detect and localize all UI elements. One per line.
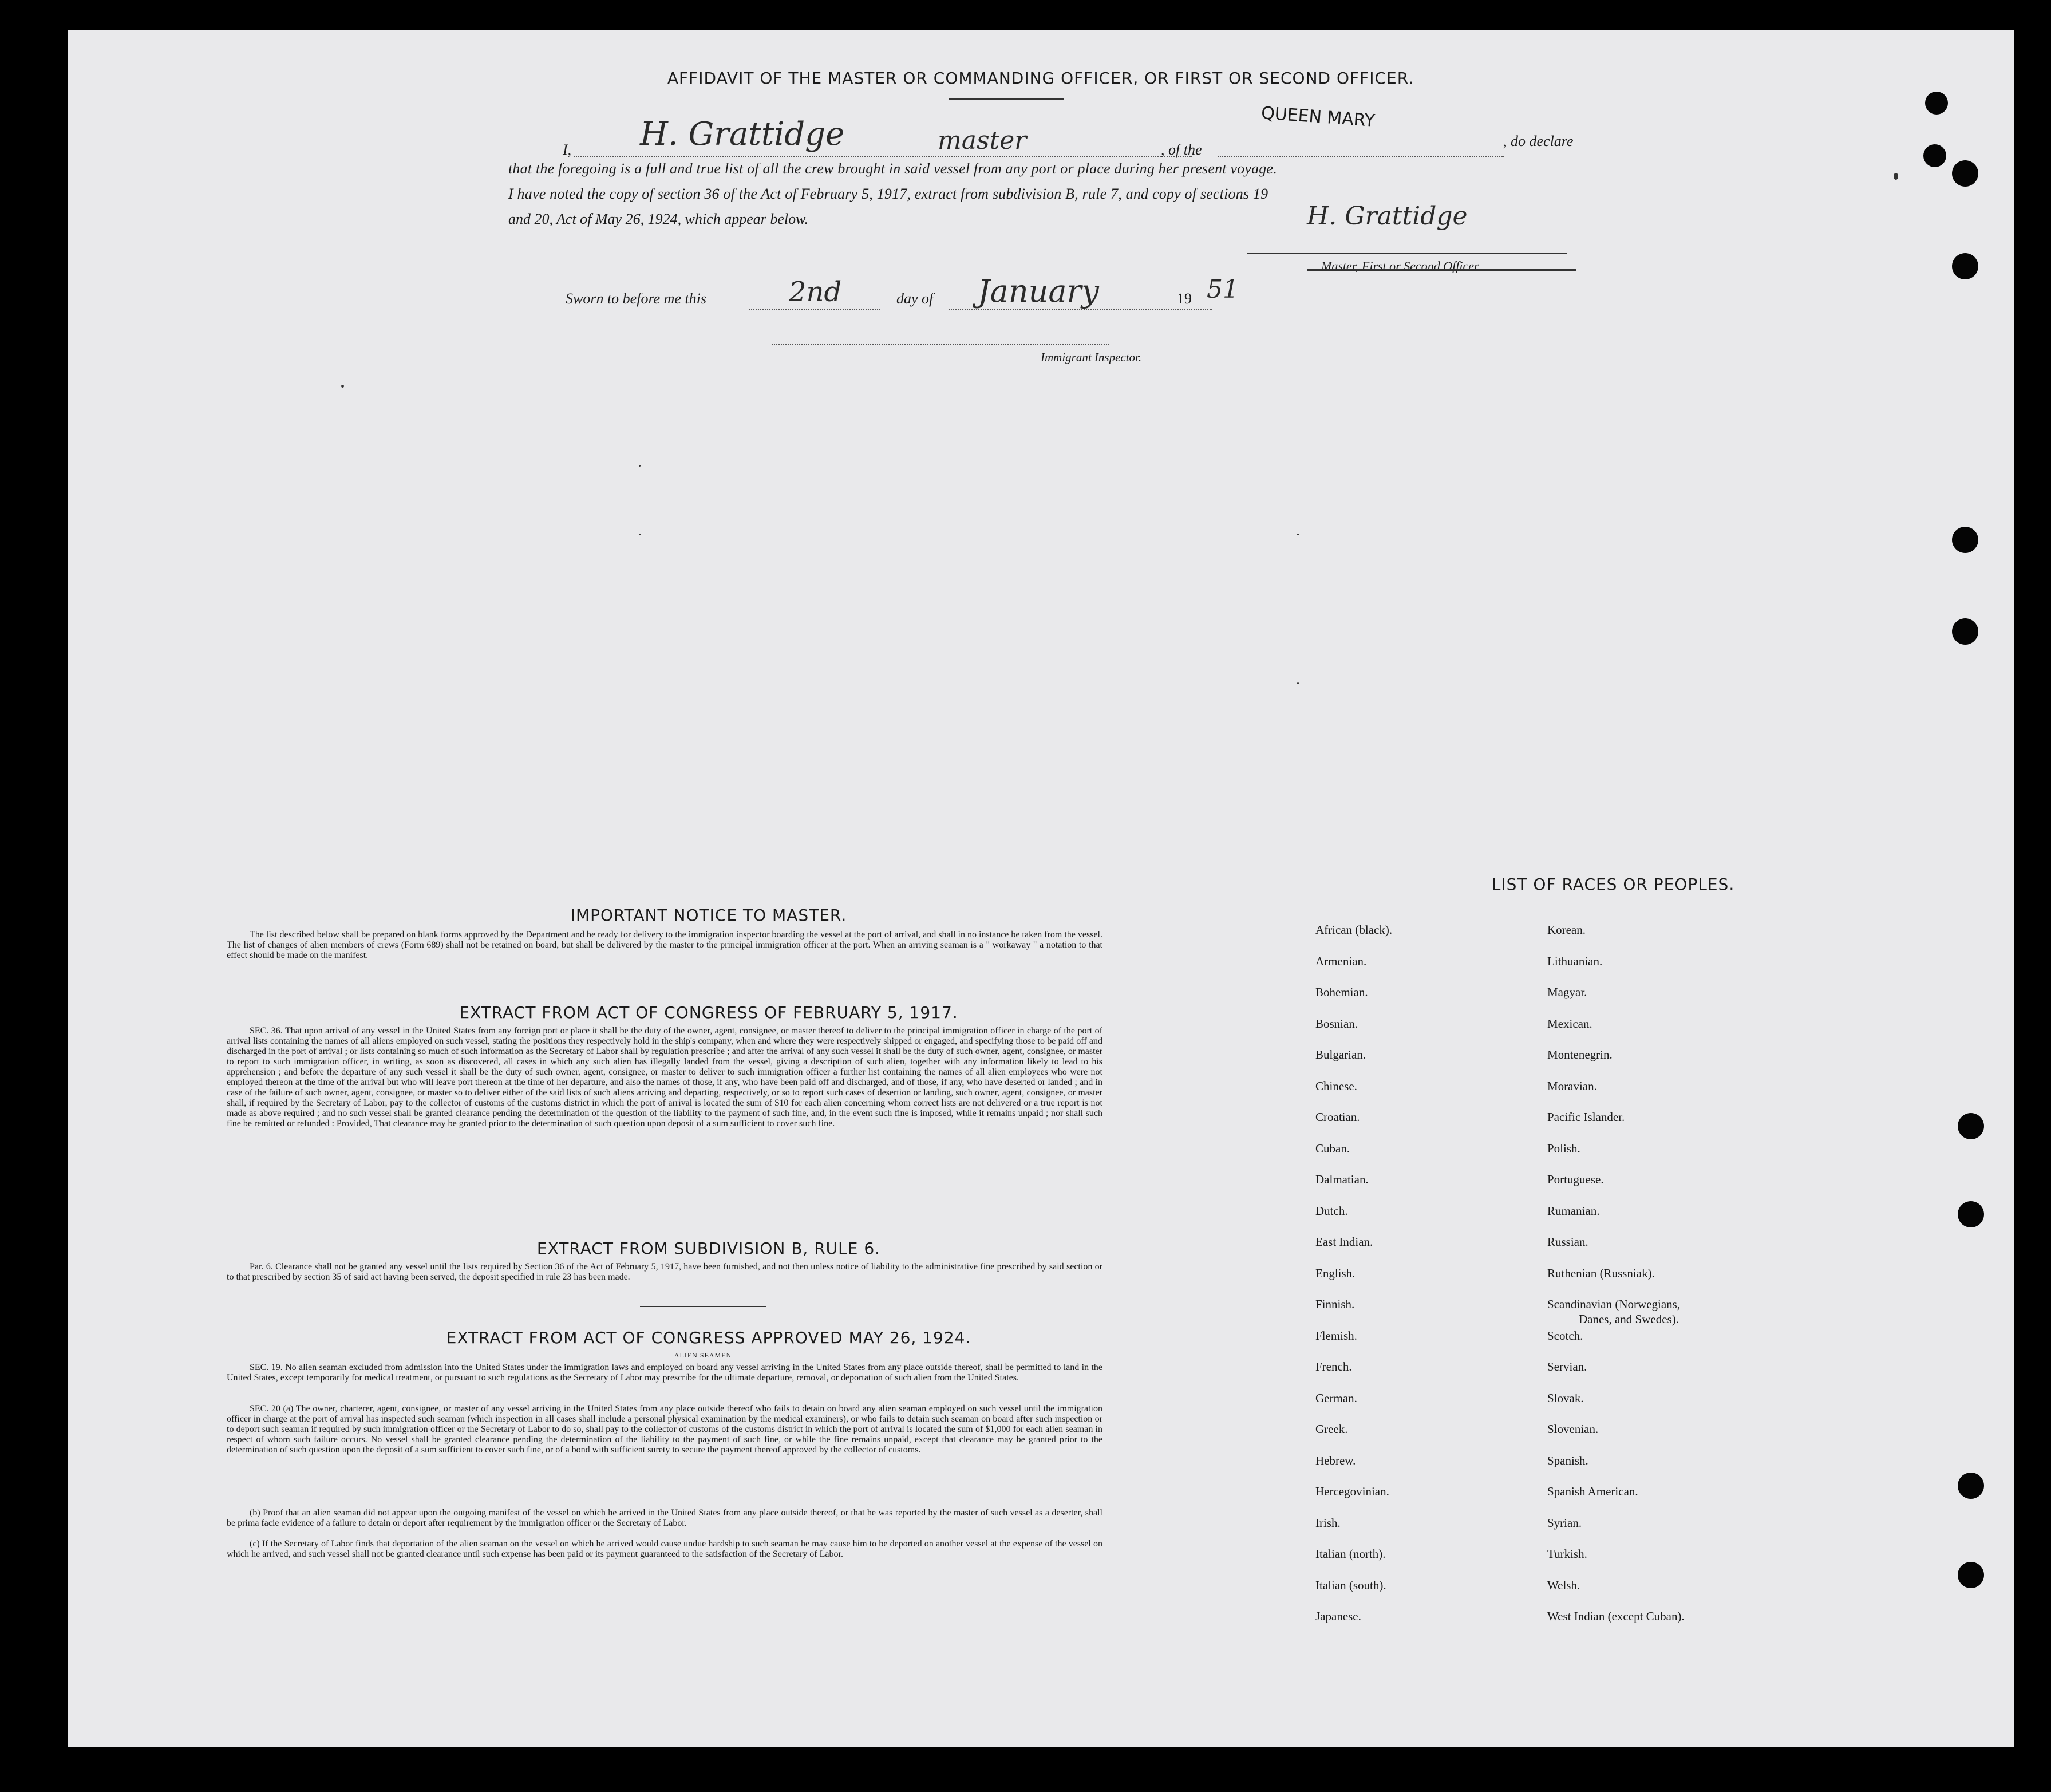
signature-caption: Master, First or Second Officer. bbox=[1321, 259, 1481, 273]
fold-mark bbox=[639, 534, 641, 535]
month-line bbox=[949, 309, 1212, 310]
vessel-name: QUEEN MARY bbox=[1260, 103, 1376, 131]
document-sheet bbox=[68, 30, 2014, 1747]
race-right: Mexican. bbox=[1547, 1017, 1592, 1031]
race-right: Portuguese. bbox=[1547, 1173, 1604, 1186]
fold-mark bbox=[639, 465, 641, 467]
master-role: master bbox=[938, 126, 1027, 155]
day-of-label: day of bbox=[896, 290, 934, 307]
sec20c-body: (c) If the Secretary of Labor finds that deportation of the alien seaman on the vessel on which he arrived would cause undue hardship to such seaman he may cause him to be deported on another vessel at the expense of the vessel on which he arrived, and such vessel shall not be granted clearance until such expense has been paid or its payment guaranteed to the satisfaction of the Secretary of Labor. bbox=[227, 1539, 1102, 1559]
day-line bbox=[749, 309, 880, 310]
race-right: Lithuanian. bbox=[1547, 954, 1603, 968]
race-left: English. bbox=[1315, 1266, 1356, 1280]
inspector-line bbox=[772, 344, 1109, 345]
race-right: Ruthenian (Russniak). bbox=[1547, 1266, 1655, 1280]
punch-hole bbox=[1923, 144, 1946, 167]
race-right: Slovak. bbox=[1547, 1391, 1584, 1405]
race-left: Cuban. bbox=[1315, 1142, 1350, 1155]
race-right: Servian. bbox=[1547, 1360, 1587, 1373]
race-right: Magyar. bbox=[1547, 985, 1587, 999]
race-left: African (black). bbox=[1315, 923, 1393, 937]
race-right: Rumanian. bbox=[1547, 1204, 1600, 1218]
race-right: West Indian (except Cuban). bbox=[1547, 1609, 1685, 1623]
race-left: Bohemian. bbox=[1315, 985, 1368, 999]
extract-1917-title: EXTRACT FROM ACT OF CONGRESS OF FEBRUARY 5, 1917. bbox=[459, 1003, 958, 1022]
punch-hole bbox=[1952, 527, 1978, 553]
do-declare-label: , do declare bbox=[1503, 133, 1574, 149]
notice-body: The list described below shall be prepared on blank forms approved by the Department and be ready for delivery to the immigration inspector boarding the vessel at the port of arrival, and shall in no instance be taken from the vessel. The list of changes of alien members of crews (Form 689) shall not be retained on board, but shall be delivered by the master to the principal immigration officer at the port. When an arriving seaman is a " workaway " a notation to that effect should be made on the manifest. bbox=[227, 930, 1102, 960]
fold-mark bbox=[1297, 534, 1299, 535]
race-left: French. bbox=[1315, 1360, 1352, 1373]
race-left: Flemish. bbox=[1315, 1329, 1357, 1343]
race-right: Scandinavian (Norwegians, bbox=[1547, 1297, 1681, 1311]
extract-1917-body: SEC. 36. That upon arrival of any vessel in the United States from any foreign port or place it shall be the duty of the owner, agent, consignee, or master thereof to deliver to the principal immigration officer in charge of the port of arrival lists containing the names of all aliens employed on such vessel, stating the positions they respectively hold in the ship's company, when and where they were respectively shipped or engaged, and specifying those to be paid off and discharged in the port of arrival ; or lists containing so much of such information as the Secretary of Labor shall by regulation prescribe ; and after the arrival of any such vessel it shall be the duty of such owner, agent, consignee, or master to report to such immigration officer, in writing, as soon as discovered, all cases in which any such alien has illegally landed from the vessel, giving a description of such alien, together with any information likely to lead to his apprehension ; and before the departure of any such vessel it shall be the duty of such owner, agent, consignee, or master to deliver to such immigration officer a further list containing the names of all alien employees who were not employed thereon at the time of the arrival but who will leave port thereon at the time of her departure, and also the names of those, if any, who have been paid off and discharged, and of those, if any, who have deserted or landed ; and in case of the failure of such owner, agent, consignee, or master so to deliver either of the said lists of such aliens arriving and departing, respectively, or so to report such cases of desertion or landing, such owner, agent, consignee, or master shall, if required by the Secretary of Labor, pay to the collector of customs of the customs district in which the port of arrival is located the sum of $10 for each alien concerning whom correct lists are not delivered or a true report is not made as above required ; and no such vessel shall be granted clearance pending the determination of the question of the liability to the payment of such fine, and, in the event such fine is imposed, while it remains unpaid ; nor shall such fine be remitted or refunded : Provided, That clearance may be granted prior to the determination of such question upon deposit of a sum sufficient to cover such fine. bbox=[227, 1026, 1102, 1128]
race-left: Finnish. bbox=[1315, 1297, 1355, 1311]
signature-line bbox=[1247, 253, 1567, 254]
of-the-label: , of the bbox=[1161, 141, 1202, 158]
title-divider bbox=[949, 98, 1064, 100]
affidavit-body-2: I have noted the copy of section 36 of the Act of February 5, 1917, extract from subdivision B, rule 7, and copy of sections 19 bbox=[508, 185, 1268, 202]
race-right: Pacific Islander. bbox=[1547, 1110, 1625, 1124]
year-prefix: 19 bbox=[1177, 290, 1192, 307]
punch-hole bbox=[1958, 1473, 1984, 1499]
punch-hole bbox=[1925, 92, 1948, 115]
alien-seamen-subtitle: ALIEN SEAMEN bbox=[674, 1351, 732, 1359]
race-left: German. bbox=[1315, 1391, 1357, 1405]
master-signature: H. Grattidge bbox=[1307, 202, 1468, 231]
race-right: Moravian. bbox=[1547, 1079, 1597, 1093]
race-right: Polish. bbox=[1547, 1142, 1580, 1155]
sworn-label: Sworn to before me this bbox=[566, 290, 707, 307]
race-right: Scotch. bbox=[1547, 1329, 1583, 1343]
punch-hole bbox=[1952, 253, 1978, 279]
year-suffix: 51 bbox=[1207, 275, 1239, 304]
race-right: Spanish. bbox=[1547, 1454, 1588, 1467]
race-left: Bosnian. bbox=[1315, 1017, 1358, 1031]
race-left: Dutch. bbox=[1315, 1204, 1348, 1218]
race-right: Russian. bbox=[1547, 1235, 1588, 1249]
speck bbox=[341, 385, 344, 388]
race-right: Spanish American. bbox=[1547, 1485, 1638, 1498]
extract-1924-title: EXTRACT FROM ACT OF CONGRESS APPROVED MAY 26, 1924. bbox=[446, 1328, 971, 1347]
sec20b-body: (b) Proof that an alien seaman did not appear upon the outgoing manifest of the vessel on which he arrived in the United States from any place outside thereof, or that he was reported by the master of such vessel as a deserter, shall be prima facie evidence of a failure to detain or deport after requirement by the immigration officer or the Secretary of Labor. bbox=[227, 1508, 1102, 1528]
punch-hole bbox=[1952, 618, 1978, 645]
race-left: Italian (south). bbox=[1315, 1578, 1386, 1592]
i-label: I, bbox=[563, 141, 572, 158]
inspector-caption: Immigrant Inspector. bbox=[1041, 350, 1142, 364]
race-left: Italian (north). bbox=[1315, 1547, 1386, 1561]
vessel-line bbox=[1218, 156, 1504, 157]
punch-hole bbox=[1958, 1113, 1984, 1139]
race-right: Korean. bbox=[1547, 923, 1586, 937]
speck bbox=[1894, 173, 1898, 180]
race-right: Welsh. bbox=[1547, 1578, 1580, 1592]
punch-hole bbox=[1958, 1201, 1984, 1227]
master-name: H. Grattidge bbox=[640, 116, 845, 153]
sec19-body: SEC. 19. No alien seaman excluded from admission into the United States under the immigration laws and employed on board any vessel arriving in the United States from any place outside thereof, shall be permitted to land in the United States, except temporarily for medical treatment, or pursuant to such regulations as the Secretary of Labor may prescribe for the ultimate departure, removal, or deportation of such alien from the United States. bbox=[227, 1363, 1102, 1383]
subdivision-divider bbox=[640, 1306, 766, 1307]
punch-hole bbox=[1958, 1562, 1984, 1588]
race-left: Irish. bbox=[1315, 1516, 1341, 1530]
race-left: Bulgarian. bbox=[1315, 1048, 1366, 1061]
race-left: East Indian. bbox=[1315, 1235, 1373, 1249]
race-right: Turkish. bbox=[1547, 1547, 1587, 1561]
race-left: Japanese. bbox=[1315, 1609, 1361, 1623]
sworn-day: 2nd bbox=[789, 276, 842, 308]
race-left: Hebrew. bbox=[1315, 1454, 1356, 1467]
subdivision-title: EXTRACT FROM SUBDIVISION B, RULE 6. bbox=[536, 1239, 881, 1258]
punch-hole bbox=[1952, 160, 1978, 187]
race-left: Armenian. bbox=[1315, 954, 1367, 968]
race-right-continuation: Danes, and Swedes). bbox=[1579, 1312, 1679, 1326]
name-line bbox=[574, 156, 1192, 157]
sworn-month: January bbox=[978, 273, 1099, 309]
race-left: Dalmatian. bbox=[1315, 1173, 1369, 1186]
affidavit-body-1: that the foregoing is a full and true list of all the crew brought in said vessel from any port or place during her present voyage. bbox=[508, 160, 1277, 177]
affidavit-body-3: and 20, Act of May 26, 1924, which appear below. bbox=[508, 211, 809, 227]
race-right: Slovenian. bbox=[1547, 1422, 1599, 1436]
races-title: LIST OF RACES OR PEOPLES. bbox=[1491, 875, 1735, 894]
affidavit-title: AFFIDAVIT OF THE MASTER OR COMMANDING OFFICER, OR FIRST OR SECOND OFFICER. bbox=[667, 69, 1414, 88]
race-left: Chinese. bbox=[1315, 1079, 1357, 1093]
race-left: Greek. bbox=[1315, 1422, 1348, 1436]
notice-title: IMPORTANT NOTICE TO MASTER. bbox=[570, 906, 847, 925]
strike-line bbox=[1307, 269, 1576, 271]
subdivision-body: Par. 6. Clearance shall not be granted any vessel until the lists required by Section 36 of the Act of February 5, 1917, have been furnished, and not then unless notice of liability to the administrative fine prescribed by said section or to that prescribed by section 35 of said act having been served, the deposit specified in rule 23 has been made. bbox=[227, 1262, 1102, 1282]
race-right: Syrian. bbox=[1547, 1516, 1582, 1530]
fold-mark bbox=[1297, 682, 1299, 684]
race-left: Croatian. bbox=[1315, 1110, 1360, 1124]
race-left: Hercegovinian. bbox=[1315, 1485, 1389, 1498]
race-right: Montenegrin. bbox=[1547, 1048, 1613, 1061]
sec20a-body: SEC. 20 (a) The owner, charterer, agent, consignee, or master of any vessel arriving in the United States from any place outside thereof who fails to detain on board any alien seaman employed on such vessel until the immigration officer in charge at the port of arrival has inspected such seaman (which inspection in all cases shall include a personal physical examination by the medical examiners), or who fails to detain such seaman on board after such inspection or to deport such seaman if required by such immigration officer or the Secretary of Labor to do so, shall pay to the collector of customs of the customs district in which the port of arrival is located the sum of $1,000 for each alien seaman in respect of whom such failure occurs. No vessel shall be granted clearance pending the determination of the liability to the payment of such fine, or while the fine remains unpaid, except that clearance may be granted prior to the determination of such question upon the deposit of a sum sufficient to cover such fine, or of a bond with sufficient surety to secure the payment thereof approved by the collector of customs. bbox=[227, 1404, 1102, 1455]
